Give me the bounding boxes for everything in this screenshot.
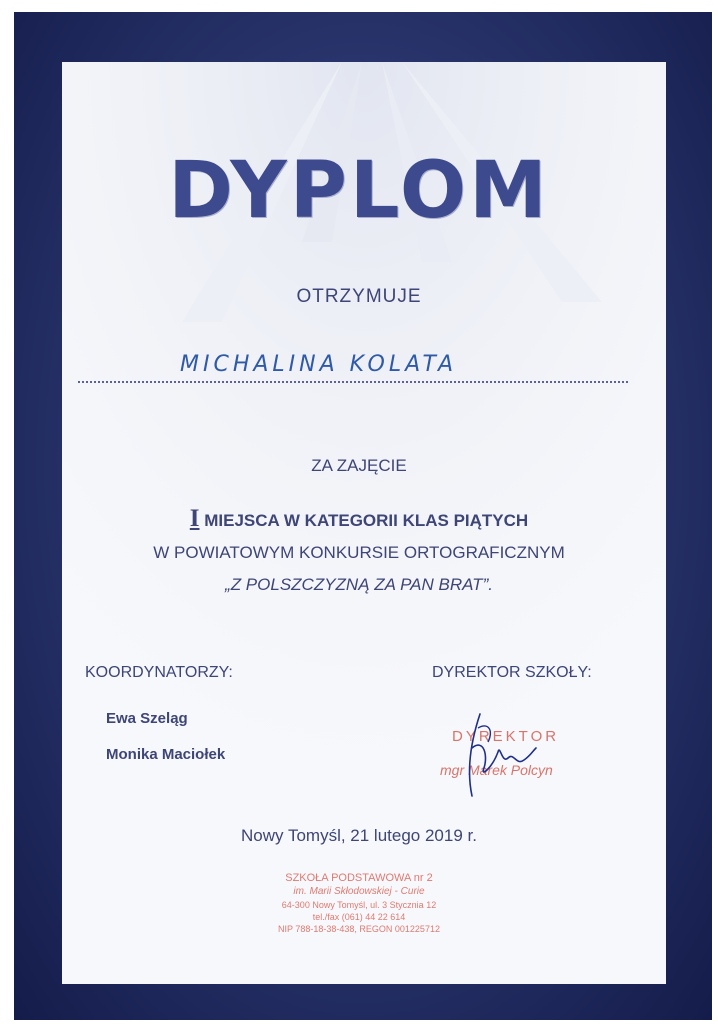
recipient-dotted-line — [78, 381, 628, 383]
place-text: MIEJSCA W KATEGORII KLAS PIĄTYCH — [204, 511, 529, 530]
place-roman-numeral: I — [189, 505, 200, 532]
director-signature — [458, 708, 538, 800]
school-stamp-line: 64-300 Nowy Tomyśl, ul. 3 Stycznia 12 — [281, 900, 437, 910]
coordinator-name: Ewa Szeląg — [106, 710, 188, 727]
school-stamp-line: NIP 788-18-38-438, REGON 001225712 — [278, 924, 440, 934]
director-stamp-role: DYREKTOR — [452, 728, 560, 745]
diploma-title: DYPLOM — [168, 146, 550, 236]
school-stamp-line: im. Marii Skłodowskiej - Curie — [293, 886, 425, 897]
coordinators-label: KOORDYNATORZY: — [85, 664, 233, 681]
school-stamp-line: SZKOŁA PODSTAWOWA nr 2 — [285, 872, 433, 884]
for-place-label: ZA ZAJĘCIE — [311, 456, 407, 475]
coordinator-name: Monika Maciołek — [106, 746, 226, 763]
school-stamp-line: tel./fax (061) 44 22 614 — [312, 912, 406, 922]
contest-motto: „Z POLSZCZYZNĄ ZA PAN BRAT”. — [225, 575, 493, 594]
director-stamp-name: mgr Marek Polcyn — [440, 762, 553, 778]
place-line — [0, 505, 718, 533]
contest-text: W POWIATOWYM KONKURSIE ORTOGRAFICZNYM — [153, 543, 565, 562]
director-label: DYREKTOR SZKOŁY: — [432, 664, 592, 681]
recipient-name: MICHALINA KOLATA — [180, 352, 457, 377]
place-and-date: Nowy Tomyśl, 21 lutego 2019 r. — [241, 826, 477, 845]
receives-label: OTRZYMUJE — [296, 286, 422, 307]
